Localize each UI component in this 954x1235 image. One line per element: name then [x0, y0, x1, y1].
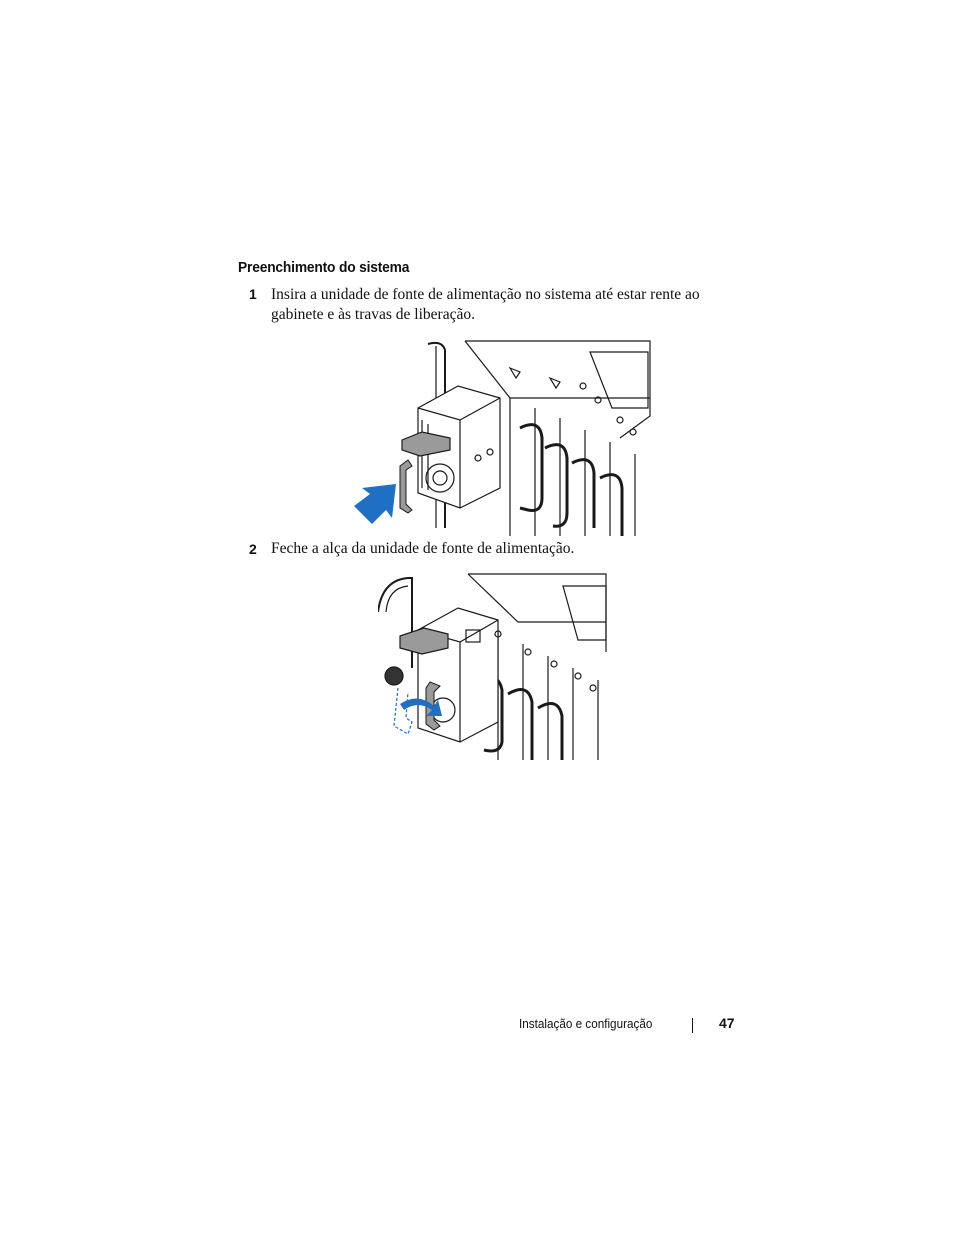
footer-section-title: Instalação e configuração	[519, 1016, 653, 1031]
insert-arrow-icon	[354, 484, 396, 524]
figure-close-handle	[378, 572, 608, 762]
step-1-text	[271, 285, 700, 325]
footer-divider	[692, 1018, 693, 1033]
step-1-line-1: Insira a unidade de fonte de alimentação no sistema até estar rente ao	[271, 286, 700, 303]
step-2-number: 2	[249, 541, 257, 557]
step-2-text: Feche a alça da unidade de fonte de alimentação.	[271, 540, 575, 557]
figure-insert-psu	[350, 338, 652, 538]
section-title: Preenchimento do sistema	[238, 259, 410, 276]
page-number: 47	[719, 1015, 735, 1031]
step-1-number: 1	[249, 286, 257, 302]
step-1-line-2: gabinete e às travas de liberação.	[271, 306, 475, 323]
